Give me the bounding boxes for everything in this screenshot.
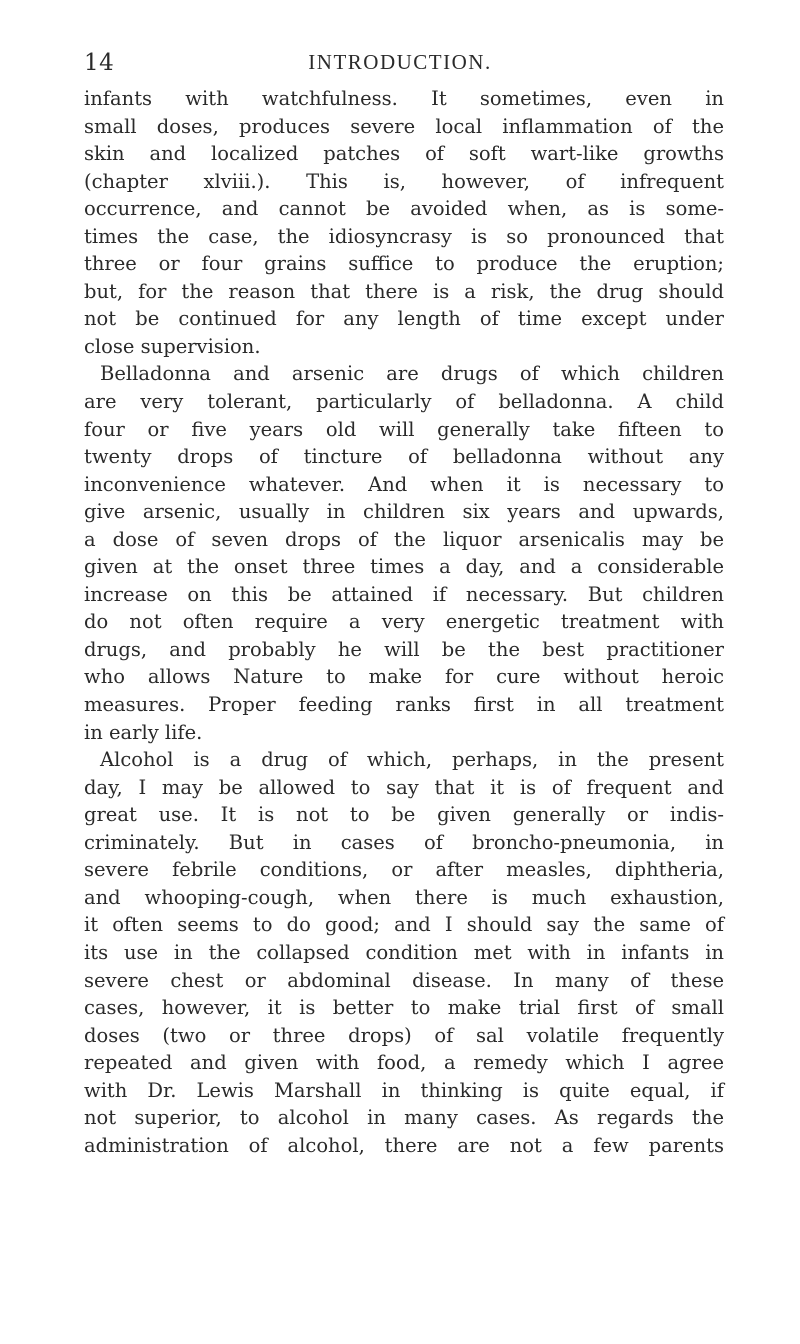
text-line: small doses, produces severe local inflammation of the: [84, 114, 724, 138]
text-line: give arsenic, usually in children six years and upwards,: [84, 500, 724, 524]
text-line: skin and localized patches of soft wart-like growths: [84, 142, 724, 166]
text-line: three or four grains suffice to produce the eruption;: [84, 252, 724, 276]
running-head: INTRODUCTION.: [308, 50, 492, 74]
text-line: not be continued for any length of time except under: [84, 307, 724, 331]
paragraph-start-line: Alcohol is a drug of which, perhaps, in the present: [100, 748, 724, 772]
text-line: infants with watchfulness. It sometimes, even in: [84, 87, 724, 110]
text-line: its use in the collapsed condition met with in infants in: [84, 940, 724, 964]
text-line: doses (two or three drops) of sal volatile frequently: [84, 1023, 724, 1047]
text-line: four or five years old will generally take fifteen to: [84, 417, 724, 441]
text-line: it often seems to do good; and I should say the same of: [84, 913, 724, 937]
text-line: given at the onset three times a day, and a considerable: [84, 555, 724, 579]
text-line: (chapter xlviii.). This is, however, of infrequent: [84, 169, 724, 193]
text-line: are very tolerant, particularly of belladonna. A child: [84, 390, 724, 414]
text-line: but, for the reason that there is a risk, the drug should: [84, 279, 724, 303]
text-line: severe chest or abdominal disease. In many of these: [84, 968, 724, 992]
body-text: [84, 85, 724, 1159]
text-line: not superior, to alcohol in many cases. As regards the: [84, 1106, 724, 1130]
text-line: cases, however, it is better to make trial first of small: [84, 996, 724, 1020]
text-line: and whooping-cough, when there is much exhaustion,: [84, 885, 724, 909]
text-line: close supervision.: [84, 334, 261, 358]
text-line: administration of alcohol, there are not a few parents: [84, 1133, 724, 1157]
paragraph-start-line: Belladonna and arsenic are drugs of which children: [100, 362, 724, 386]
text-line: repeated and given with food, a remedy which I agree: [84, 1051, 724, 1075]
text-line: great use. It is not to be given generally or indis-: [84, 803, 724, 827]
text-line: severe febrile conditions, or after measles, diphtheria,: [84, 858, 724, 882]
text-line: increase on this be attained if necessary. But children: [84, 582, 724, 606]
text-line: a dose of seven drops of the liquor arsenicalis may be: [84, 527, 724, 551]
text-line: criminately. But in cases of broncho-pneumonia, in: [84, 830, 724, 854]
text-line: inconvenience whatever. And when it is necessary to: [84, 472, 724, 496]
text-line: measures. Proper feeding ranks first in all treatment: [84, 693, 724, 717]
text-line: day, I may be allowed to say that it is of frequent and: [84, 775, 724, 799]
page-number: 14: [84, 50, 115, 76]
text-line: in early life.: [84, 720, 203, 744]
text-line: occurrence, and cannot be avoided when, as is some-: [84, 197, 724, 221]
text-line: drugs, and probably he will be the best practitioner: [84, 637, 724, 661]
text-line: do not often require a very energetic treatment with: [84, 610, 724, 634]
text-line: twenty drops of tincture of belladonna without any: [84, 445, 724, 469]
text-line: with Dr. Lewis Marshall in thinking is quite equal, if: [84, 1078, 724, 1102]
text-line: times the case, the idiosyncrasy is so pronounced that: [84, 224, 724, 248]
text-line: who allows Nature to make for cure without heroic: [84, 665, 724, 689]
